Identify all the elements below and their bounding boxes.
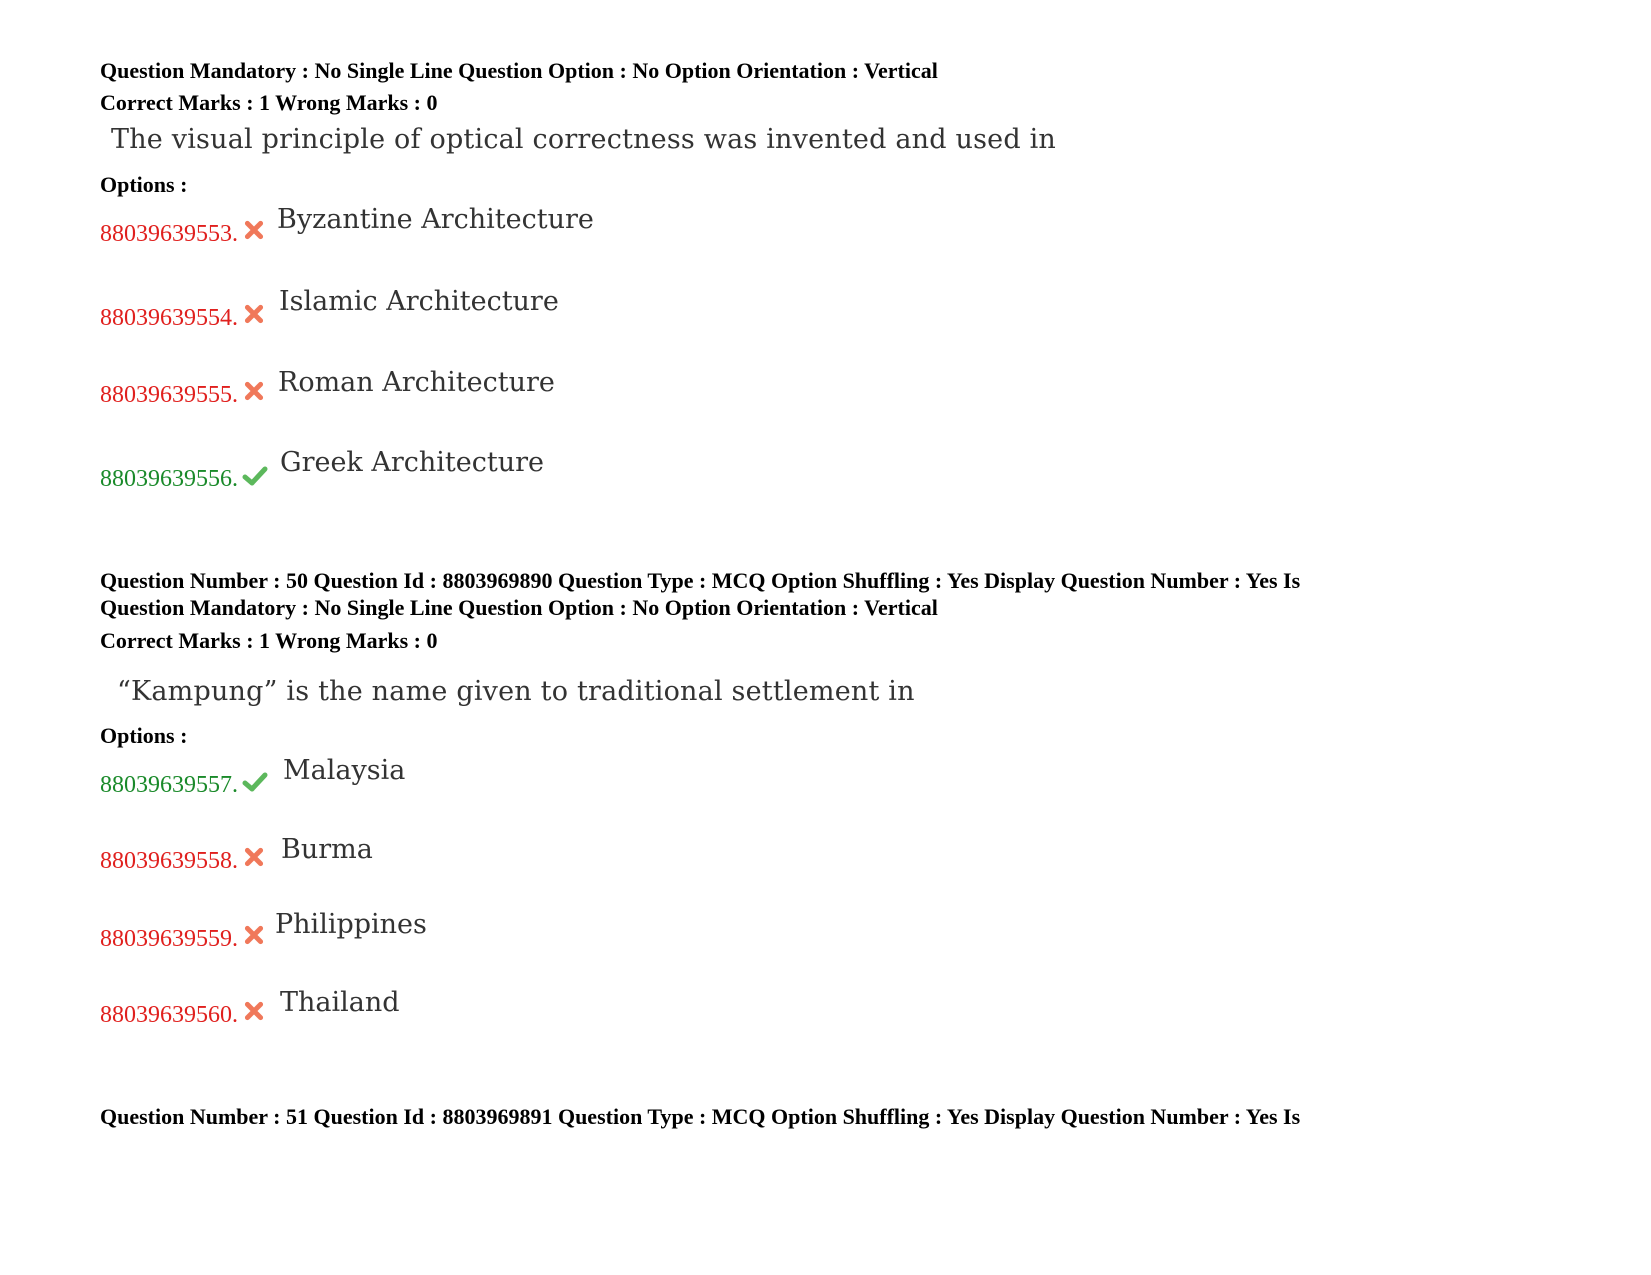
option-id: 88039639554. <box>100 305 238 331</box>
cross-icon <box>243 380 265 402</box>
question-text: “Kampung” is the name given to traditional settlement in <box>117 676 915 707</box>
option-id: 88039639556. <box>100 466 238 492</box>
marks-line: Correct Marks : 1 Wrong Marks : 0 <box>100 90 438 115</box>
option-text: Byzantine Architecture <box>277 204 594 235</box>
cross-icon <box>243 1000 265 1022</box>
check-icon <box>242 464 268 488</box>
cross-icon <box>243 924 265 946</box>
cross-icon <box>243 219 265 241</box>
cross-icon <box>243 303 265 325</box>
question-meta-line: Question Number : 51 Question Id : 8803969891 Question Type : MCQ Option Shuffling : Yes Display Question Number : Yes Is <box>100 1104 1301 1129</box>
option-id: 88039639557. <box>100 772 238 798</box>
option-id: 88039639553. <box>100 221 238 247</box>
option-id: 88039639558. <box>100 848 238 874</box>
option-text: Thailand <box>280 987 400 1018</box>
question-text: The visual principle of optical correctness was invented and used in <box>111 124 1057 155</box>
option-id: 88039639555. <box>100 382 238 408</box>
option-text: Burma <box>281 834 373 865</box>
options-label: Options : <box>100 723 188 748</box>
option-text: Greek Architecture <box>280 447 545 478</box>
question-meta-line: Question Mandatory : No Single Line Question Option : No Option Orientation : Vertical <box>100 595 938 620</box>
question-meta-line: Question Number : 50 Question Id : 8803969890 Question Type : MCQ Option Shuffling : Yes Display Question Number : Yes Is <box>100 568 1301 593</box>
option-text: Roman Architecture <box>278 367 555 398</box>
option-text: Philippines <box>275 909 427 940</box>
question-meta-line: Question Mandatory : No Single Line Question Option : No Option Orientation : Vertical <box>100 58 938 83</box>
option-text: Malaysia <box>283 755 406 786</box>
option-id: 88039639560. <box>100 1002 238 1028</box>
marks-line: Correct Marks : 1 Wrong Marks : 0 <box>100 628 438 653</box>
cross-icon <box>243 846 265 868</box>
option-id: 88039639559. <box>100 926 238 952</box>
option-text: Islamic Architecture <box>279 286 559 317</box>
check-icon <box>242 770 268 794</box>
options-label: Options : <box>100 172 188 197</box>
